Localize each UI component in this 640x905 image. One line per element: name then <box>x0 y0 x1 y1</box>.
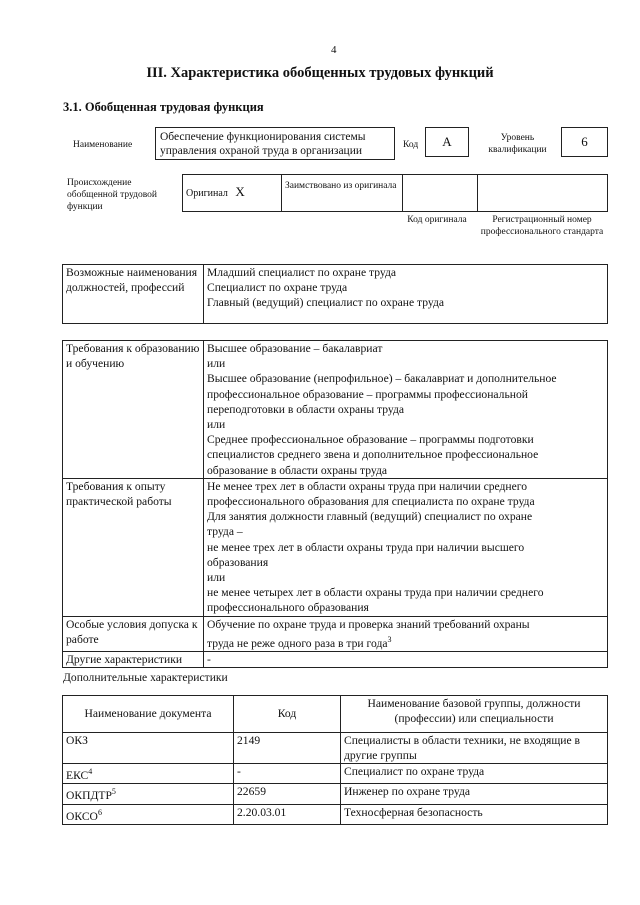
experience-line: Для занятия должности главный (ведущий) специалист по охране <box>207 510 533 524</box>
education-line: или <box>207 418 226 432</box>
footnote-ref: 3 <box>387 634 392 644</box>
additional-title: Дополнительные характеристики <box>63 671 228 684</box>
position-item: Младший специалист по охране труда <box>207 266 396 279</box>
position-item: Специалист по охране труда <box>207 281 348 295</box>
regnum-cell <box>478 175 608 212</box>
positions-label: Возможные наименования должностей, профессий <box>66 266 198 295</box>
original-code-cell <box>403 175 478 212</box>
requirements-table <box>62 340 608 668</box>
doc-cell: ОКПДТР <box>66 789 112 803</box>
origin-label: Происхождение обобщенной трудовой функции <box>67 178 157 212</box>
education-line: или <box>207 357 226 371</box>
origin-table <box>182 174 608 212</box>
experience-line: образования <box>207 555 269 569</box>
special-line-text: труда не реже одного раза в три года <box>207 636 388 650</box>
table-row <box>63 733 608 764</box>
doc-cell: ОКСО <box>66 809 98 823</box>
education-label: Требования к образованию и обучению <box>66 342 200 371</box>
doc-cell: ОКЗ <box>66 734 88 747</box>
regnum-caption: Регистрационный номер профессионального стандарта <box>480 215 604 237</box>
table-row <box>63 784 608 804</box>
name-label: Наименование <box>73 140 133 150</box>
name-cell: Техносферная безопасность <box>344 805 483 819</box>
col-doc-header: Наименование документа <box>84 707 212 721</box>
function-name: Обеспечение функционирования системы управления охраной труда в организации <box>160 131 366 157</box>
page-number: 4 <box>331 44 337 56</box>
code-cell: - <box>237 765 241 779</box>
experience-line: не менее трех лет в области охраны труда при наличии высшего <box>207 540 525 554</box>
level-label: Уровень квалификации <box>488 133 547 155</box>
education-line: специалистов среднего звена и дополнительное профессиональное <box>207 448 539 462</box>
experience-line: Не менее трех лет в области охраны труда при наличии среднего <box>207 479 528 493</box>
name-cell: Инженер по охране труда <box>344 785 470 799</box>
original-label: Оригинал <box>186 188 228 200</box>
education-line: Среднее профессиональное образование – программы подготовки <box>207 433 534 447</box>
footnote-ref: 5 <box>111 787 116 797</box>
code-label: Код <box>403 140 419 150</box>
education-line: переподготовки в области охраны труда <box>207 402 405 416</box>
experience-label: Требования к опыту практической работы <box>66 479 172 509</box>
other-value: - <box>207 652 211 666</box>
col-name-header: Наименование базовой группы, должности (профессии) или специальности <box>367 697 581 726</box>
education-line: Высшее образование – бакалавриат <box>207 342 383 355</box>
name-cell: Специалист по охране труда <box>344 765 485 779</box>
experience-line: профессионального образования для специалиста по охране труда <box>207 495 535 509</box>
other-label: Другие характеристики <box>66 652 183 666</box>
special-line <box>207 632 604 651</box>
footnote-ref: 4 <box>88 767 93 777</box>
doc-cell: ЕКС <box>66 769 89 783</box>
education-line: образование в области охраны труда <box>207 463 387 477</box>
experience-line: или <box>207 571 226 585</box>
experience-line: не менее четырех лет в области охраны труда при наличии среднего <box>207 586 544 600</box>
experience-line: профессионального образования <box>207 601 369 615</box>
code-cell: 2.20.03.01 <box>237 805 287 819</box>
education-line: профессиональное образование – программы профессиональной <box>207 387 528 401</box>
table-row <box>63 764 608 784</box>
education-line: Высшее образование (непрофильное) – бакалавриат и дополнительное <box>207 372 557 386</box>
level-value: 6 <box>581 134 588 149</box>
original-mark: X <box>235 184 245 200</box>
col-code-header: Код <box>277 707 297 721</box>
positions-table <box>62 264 608 324</box>
code-box <box>425 127 469 157</box>
special-line: Обучение по охране труда и проверка знаний требований охраны <box>207 617 530 631</box>
code-cell: 22659 <box>237 785 266 799</box>
level-box <box>561 127 608 157</box>
additional-table <box>62 695 608 825</box>
position-item: Главный (ведущий) специалист по охране труда <box>207 296 444 310</box>
code-cell: 2149 <box>237 734 261 747</box>
footnote-ref: 6 <box>97 807 102 817</box>
function-name-box <box>155 127 395 160</box>
borrowed-label: Заимствовано из оригинала <box>285 181 397 191</box>
code-value: А <box>442 134 452 149</box>
subsection-title: 3.1. Обобщенная трудовая функция <box>63 100 264 114</box>
name-cell: Специалисты в области техники, не входящие в другие группы <box>344 734 580 763</box>
section-title: III. Характеристика обобщенных трудовых функций <box>146 65 494 81</box>
code-caption: Код оригинала <box>407 215 467 225</box>
experience-line: труда – <box>207 525 243 539</box>
table-row <box>63 804 608 824</box>
special-label: Особые условия допуска к работе <box>66 617 198 646</box>
